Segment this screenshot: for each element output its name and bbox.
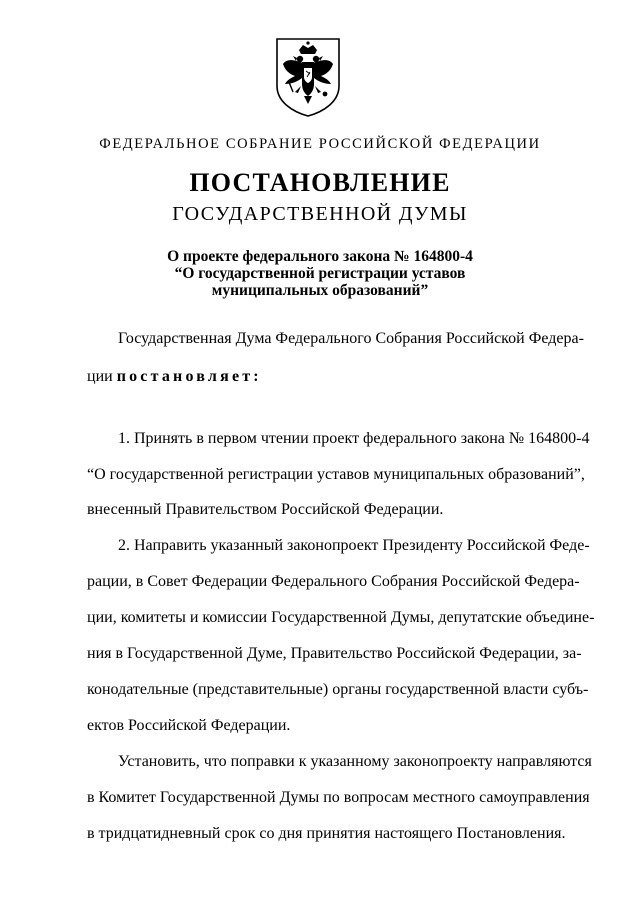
about-line-3: муниципальных образований” bbox=[211, 282, 429, 299]
amendments-line-1: Установить, что поправки к указанному законопроекту направляются bbox=[118, 753, 592, 770]
item2-line-6: ектов Российской Федерации. bbox=[87, 717, 291, 734]
item1-line-2: “О государственной регистрации уставов муниципальных образований”, bbox=[87, 466, 585, 483]
item2-line-1: 2. Направить указанный законопроект Президенту Российской Феде- bbox=[118, 537, 590, 554]
amendments-line-2: в Комитет Государственной Думы по вопросам местного самоуправления bbox=[87, 789, 590, 806]
organization-name: ФЕДЕРАЛЬНОЕ СОБРАНИЕ РОССИЙСКОЙ ФЕДЕРАЦИИ bbox=[99, 136, 541, 152]
about-line-1: О проекте федерального закона № 164800-4 bbox=[167, 248, 473, 265]
item2-line-2: рации, в Совет Федерации Федерального Собрания Российской Федера- bbox=[87, 573, 580, 590]
preamble-prefix: ции bbox=[87, 368, 117, 385]
document-subtitle: ГОСУДАРСТВЕННОЙ ДУМЫ bbox=[172, 203, 468, 225]
preamble-line-2 bbox=[87, 368, 262, 386]
item1-line-3: внесенный Правительством Российской Федерации. bbox=[87, 501, 444, 518]
item2-line-3: ции, комитеты и комиссии Государственной Думы, депутатские объедине- bbox=[87, 609, 595, 626]
about-line-2: “О государственной регистрации уставов bbox=[174, 265, 466, 282]
preamble-resolves: постановляет: bbox=[116, 368, 262, 385]
item1-line-1: 1. Принять в первом чтении проект федерального закона № 164800-4 bbox=[118, 430, 590, 447]
document-title: ПОСТАНОВЛЕНИЕ bbox=[189, 168, 451, 197]
coat-of-arms-icon bbox=[273, 36, 343, 118]
preamble-line-1: Государственная Дума Федерального Собрания Российской Федера- bbox=[118, 330, 584, 347]
item2-line-4: ния в Государственной Думе, Правительство Российской Федерации, за- bbox=[87, 645, 582, 662]
item2-line-5: конодательные (представительные) органы государственной власти субъ- bbox=[87, 681, 589, 698]
amendments-line-3: в тридцатидневный срок со дня принятия настоящего Постановления. bbox=[87, 825, 566, 842]
